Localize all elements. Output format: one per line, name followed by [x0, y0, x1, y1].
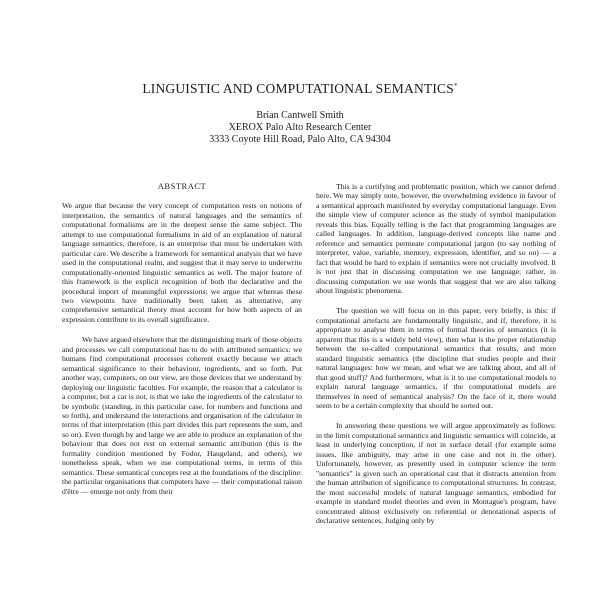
paper-title-text: LINGUISTIC AND COMPUTATIONAL SEMANTICS	[142, 81, 454, 96]
right-column	[316, 182, 556, 525]
author-name: Brian Cantwell Smith	[256, 110, 344, 121]
right-paragraph-2: The question we will focus on in this paper, very briefly, is this: if computational artefacts are fundamentally linguistic, and if, therefore, it is appropriate to analyse them in terms of formal theories of semantics (it is apparent that this is a widely held view), then what is the proper relationship between the so-called computational semantics that results, and more standard linguistic semantics (the discipline that studies people and their natural languages: how we mean, and what we are talking about, and all of that good stuff)? And furthermore, what is it to use computational models to explain natural language semantics, if the computational models are themselves in need of semantical analysis? On the face of it, there would seem to be a certain complexity that should be sorted out.	[316, 306, 556, 410]
left-column	[62, 182, 302, 496]
abstract-heading: ABSTRACT	[157, 181, 207, 191]
author-affiliation: XEROX Palo Alto Research Center	[228, 122, 372, 133]
author-address: 3333 Coyote Hill Road, Palo Alto, CA 94304	[209, 134, 391, 145]
left-body-paragraph: We have argued elsewhere that the distinguishing mark of those objects and processes we call computational has to do with attributed semantics: we humans find computational processes coherent exactly because we attach semantical significance to their behaviour, ingredients, and so forth. Put another way, computers, on our view, are those devices that we understand by deploying our linguistic faculties. For example, the reason that a calculator is a computer, but a car is not, is that we take the ingredients of the calculator to be symbolic (standing, in this particular case, for numbers and functions and so forth), and understand the interactions and organisation of the calculator in terms of that interpretation (this part divides this part represents the sum, and so on). Even though by and large we are able to produce an explanation of the behaviour that does not rest on external semantic attribution (this is the formality condition mentioned by Fodor, Haugeland, and others), we nonetheless speak, when we use computational terms, in terms of this semantics. These semantical concepts rest at the foundations of the discipline: the particular organisations that computers have — their computational raison d'être — emerge not only from their	[62, 335, 302, 496]
paper-title	[0, 81, 600, 97]
right-paragraph-3: In answering these questions we will argue approximately as follows: in the limit computational semantics and linguistic semantics will coincide, at least in underlying conception, if not in surface detail (for example some issues, like ambiguity, may arise in one case and not in the other). Unfortunately, however, as presently used in computer science the term "semantics" is given such an operational cast that it distracts attention from the human attribution of significance to computational structures. In contrast, the most successful models of natural language semantics, embodied for example in standard model theories and even in Montague's program, have concentrated almost exclusively on referential or denotational aspects of declarative sentences. Judging only by	[316, 421, 556, 525]
title-footnote-mark: *	[453, 82, 458, 90]
author-block	[0, 110, 600, 146]
right-paragraph-1: This is a curtifying and problematic position, which we cannot defend here. We may simply note, however, the overwhelming evidence in favour of a semantical approach manifested by everyday computational language. Even the simple view of computer science as the study of symbol manipulation reveals this bias. Equally telling is the fact that programming languages are called languages. In addition, language-derived concepts like name and reference and semantics permeate computational jargon (to say nothing of interpreter, value, variable, memory, expression, identifier, and so on) — a fact that would be hard to explain if semantics were not crucially involved. It is not just that in discussing computation we use language; rather, in discussing computation we use words that suggest that we are also talking about linguistic phenomena.	[316, 182, 556, 295]
abstract-text: We argue that because the very concept of computation rests on notions of interpretation, the semantics of natural languages and the semantics of computational formalisms are in the deepest sense the same subject. The attempt to use computational formalisms in aid of an explanation of natural language semantics, therefore, is an enterprise that must be undertaken with particular care. We describe a framework for semantical analysis that we have used in the computational realm, and suggest that it may serve to underwrite computationally-oriented linguistic semantics as well. The major feature of this framework is the explicit recognition of both the declarative and the procedural import of meaningful expressions; we argue that whereas these two viewpoints have traditionally been taken as alternative, any comprehensive semantical theory must account for how both aspects of an expression contribute to its overall significance.	[62, 201, 302, 324]
